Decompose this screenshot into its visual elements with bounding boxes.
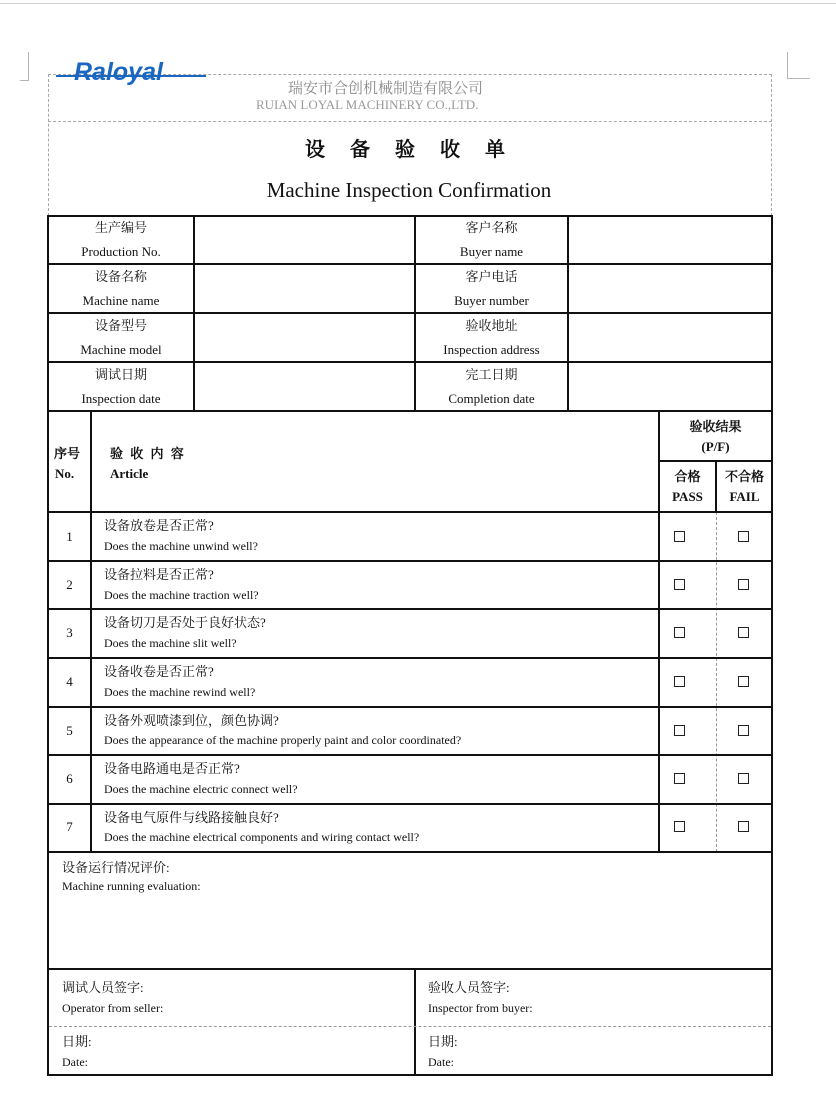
document-title-cn: 设 备 验 收 单 [305, 139, 515, 161]
page-top-edge [0, 3, 836, 4]
no-header-cn: 序号 [54, 446, 81, 461]
crop-mark-right [787, 52, 810, 79]
evaluation-label-en: Machine running evaluation: [62, 879, 201, 893]
result-header-cn: 验收结果 [689, 419, 742, 434]
company-name-en: RUIAN LOYAL MACHINERY CO.,LTD. [256, 97, 479, 112]
inspection-address-label-en: Inspection address [443, 342, 540, 357]
pass-checkbox[interactable] [674, 531, 685, 542]
completion-date-label-cn: 完工日期 [465, 367, 518, 382]
evaluation-field[interactable] [50, 900, 770, 966]
item-row-divider [47, 754, 773, 756]
inspection-address-field[interactable] [570, 315, 771, 360]
fail-checkbox[interactable] [738, 821, 749, 832]
company-name-cn: 瑞安市合创机械制造有限公司 [288, 81, 484, 97]
buyer-number-label-en: Buyer number [454, 293, 529, 308]
fail-checkbox[interactable] [738, 773, 749, 784]
pass-checkbox[interactable] [674, 725, 685, 736]
item-text-cn: 设备切刀是否处于良好状态? [104, 615, 266, 630]
item-text-en: Does the machine electrical components and wiring contact well? [104, 830, 420, 844]
evaluation-bottom [47, 968, 773, 970]
item-text-en: Does the machine slit well? [104, 636, 237, 650]
machine-name-label-cn: 设备名称 [94, 269, 147, 284]
item-number: 1 [66, 529, 73, 544]
inspection-address-label-cn: 验收地址 [465, 318, 518, 333]
items-bottom [47, 851, 773, 853]
item-text-en: Does the machine unwind well? [104, 539, 258, 553]
pass-checkbox[interactable] [674, 579, 685, 590]
table-header-bottom [47, 511, 773, 513]
machine-model-label-en: Machine model [80, 342, 162, 357]
machine-model-field[interactable] [196, 315, 413, 360]
pass-header-cn: 合格 [674, 469, 701, 484]
production-no-label-cn: 生产编号 [94, 220, 147, 235]
production-no-field[interactable] [196, 217, 413, 262]
inspection-date-label-cn: 调试日期 [94, 367, 147, 382]
no-header-en: No. [55, 466, 75, 481]
pass-checkbox[interactable] [674, 821, 685, 832]
item-number: 4 [66, 674, 73, 689]
item-number: 2 [66, 577, 73, 592]
production-no-label-en: Production No. [81, 244, 161, 259]
pass-checkbox[interactable] [674, 773, 685, 784]
item-text-en: Does the appearance of the machine properly paint and color coordinated? [104, 733, 462, 747]
completion-date-field[interactable] [570, 364, 771, 409]
result-header-en: (P/F) [701, 439, 730, 454]
item-text-cn: 设备拉料是否正常? [104, 567, 214, 582]
inspection-date-field[interactable] [196, 364, 413, 409]
evaluation-label-cn: 设备运行情况评价: [62, 860, 170, 875]
header-separator [48, 121, 772, 122]
item-text-cn: 设备放卷是否正常? [104, 518, 214, 533]
item-text-cn: 设备电路通电是否正常? [104, 761, 240, 776]
item-row-divider [47, 608, 773, 610]
pass-fail-divider [716, 512, 717, 852]
info-col-divider [567, 215, 569, 412]
buyer-number-field[interactable] [570, 266, 771, 311]
buyer-name-label-cn: 客户名称 [465, 220, 518, 235]
buyer-name-label-en: Buyer name [459, 244, 524, 259]
article-header-cn: 验 收 内 容 [110, 446, 186, 461]
article-header-en: Article [110, 466, 149, 481]
item-text-en: Does the machine rewind well? [104, 685, 256, 699]
document-title-en: Machine Inspection Confirmation [266, 178, 552, 202]
inspector-signature-label-en: Inspector from buyer: [428, 1001, 533, 1015]
signature-col-divider [414, 968, 416, 1076]
fail-checkbox[interactable] [738, 627, 749, 638]
item-row-divider [47, 803, 773, 805]
machine-name-field[interactable] [196, 266, 413, 311]
no-col-divider [90, 410, 92, 852]
signature-date-divider [49, 1026, 771, 1027]
pass-header-en: PASS [672, 489, 703, 504]
fail-checkbox[interactable] [738, 579, 749, 590]
operator-signature-label-cn: 调试人员签字: [62, 980, 144, 995]
item-row-divider [47, 657, 773, 659]
item-row-divider [47, 706, 773, 708]
inspector-date-label-cn: 日期: [428, 1034, 458, 1049]
inspection-date-label-en: Inspection date [81, 391, 161, 406]
item-row-divider [47, 560, 773, 562]
inspector-date-label-en: Date: [428, 1055, 454, 1069]
operator-date-label-en: Date: [62, 1055, 88, 1069]
item-number: 3 [66, 625, 73, 640]
inspector-signature-label-cn: 验收人员签字: [428, 980, 510, 995]
buyer-name-field[interactable] [570, 217, 771, 262]
item-text-cn: 设备外观喷漆到位，颜色协调? [104, 713, 279, 728]
operator-signature-label-en: Operator from seller: [62, 1001, 164, 1015]
item-text-cn: 设备电气原件与线路接触良好? [104, 810, 279, 825]
completion-date-label-en: Completion date [448, 391, 535, 406]
machine-name-label-en: Machine name [82, 293, 160, 308]
fail-checkbox[interactable] [738, 676, 749, 687]
fail-checkbox[interactable] [738, 531, 749, 542]
item-text-en: Does the machine traction well? [104, 588, 259, 602]
item-number: 6 [66, 771, 73, 786]
item-number: 5 [66, 723, 73, 738]
fail-header-cn: 不合格 [724, 469, 764, 484]
company-logo: Raloyal [74, 58, 163, 86]
pass-checkbox[interactable] [674, 627, 685, 638]
crop-mark-left [20, 52, 29, 81]
fail-checkbox[interactable] [738, 725, 749, 736]
operator-date-label-cn: 日期: [62, 1034, 92, 1049]
fail-header-en: FAIL [729, 489, 760, 504]
item-text-cn: 设备收卷是否正常? [104, 664, 214, 679]
buyer-number-label-cn: 客户电话 [465, 269, 518, 284]
pass-checkbox[interactable] [674, 676, 685, 687]
machine-model-label-cn: 设备型号 [94, 318, 147, 333]
item-text-en: Does the machine electric connect well? [104, 782, 298, 796]
info-col-divider [193, 215, 195, 412]
item-number: 7 [66, 819, 73, 834]
